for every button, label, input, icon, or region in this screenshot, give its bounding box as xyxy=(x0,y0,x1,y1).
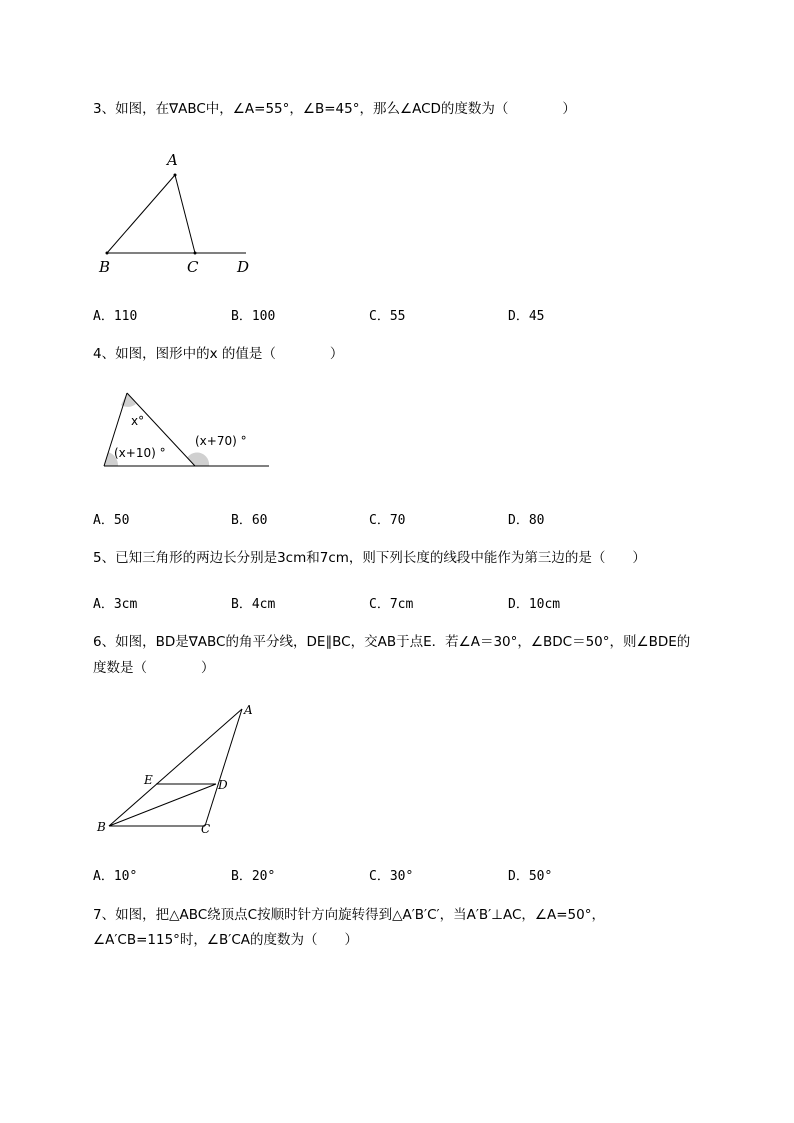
label-x: x° xyxy=(131,414,145,428)
option-a[interactable]: A．3cm xyxy=(93,597,138,612)
question-6-text-line2: 度数是（ ） xyxy=(93,660,215,676)
label-c: C xyxy=(201,822,211,836)
point-c xyxy=(194,252,197,255)
question-6-text-line1: 6、如图，BD是∇ABC的角平分线，DE∥BC，交AB于点E．若∠A＝30°，∠BDC＝50°，则∠BDE的 xyxy=(93,634,691,650)
option-c[interactable]: C．55 xyxy=(369,309,406,324)
label-a: A xyxy=(167,151,178,169)
side-ac xyxy=(205,709,242,826)
option-b[interactable]: B．20° xyxy=(231,869,276,884)
angle-outer-shade xyxy=(187,452,209,466)
label-c: C xyxy=(187,258,199,276)
label-e: E xyxy=(144,773,153,787)
question-5-text: 5、已知三角形的两边长分别是3cm和7cm，则下列长度的线段中能作为第三边的是（ ） xyxy=(93,550,646,566)
question-3-figure xyxy=(96,148,256,278)
option-b[interactable]: B．4cm xyxy=(231,597,276,612)
question-4-figure xyxy=(100,388,275,473)
label-b: B xyxy=(97,820,106,834)
point-b xyxy=(106,252,109,255)
option-c[interactable]: C．30° xyxy=(369,869,414,884)
point-a xyxy=(174,174,177,177)
side-ac xyxy=(175,175,195,253)
question-6-figure xyxy=(95,700,260,840)
label-b: B xyxy=(99,258,111,276)
option-d[interactable]: D．50° xyxy=(508,869,553,884)
question-7-text-line2: ∠A′CB=115°时，∠B′CA的度数为（ ） xyxy=(93,932,359,948)
option-c[interactable]: C．70 xyxy=(369,513,406,528)
side-ab xyxy=(107,175,175,253)
question-3-text: 3、如图，在∇ABC中，∠A=55°，∠B=45°，那么∠ACD的度数为（ ） xyxy=(93,101,576,117)
label-outer-angle: (x+70) ° xyxy=(195,434,247,448)
label-d: D xyxy=(237,258,250,276)
option-b[interactable]: B．60 xyxy=(231,513,268,528)
question-7-text-line1: 7、如图，把△ABC绕顶点C按顺时针方向旋转得到△A′B′C′，当A′B′⊥AC，∠A=50°， xyxy=(93,907,605,923)
option-a[interactable]: A．110 xyxy=(93,309,138,324)
label-d: D xyxy=(218,778,228,792)
option-d[interactable]: D．80 xyxy=(508,513,545,528)
option-b[interactable]: B．100 xyxy=(231,309,276,324)
option-c[interactable]: C．7cm xyxy=(369,597,414,612)
question-4-text: 4、如图，图形中的x 的值是（ ） xyxy=(93,346,344,362)
label-a: A xyxy=(244,703,253,717)
side-ba xyxy=(109,709,242,826)
segment-bd xyxy=(109,784,216,826)
option-a[interactable]: A．50 xyxy=(93,513,130,528)
option-d[interactable]: D．45 xyxy=(508,309,545,324)
option-d[interactable]: D．10cm xyxy=(508,597,561,612)
option-a[interactable]: A．10° xyxy=(93,869,138,884)
label-inner-angle: (x+10) ° xyxy=(114,446,166,460)
